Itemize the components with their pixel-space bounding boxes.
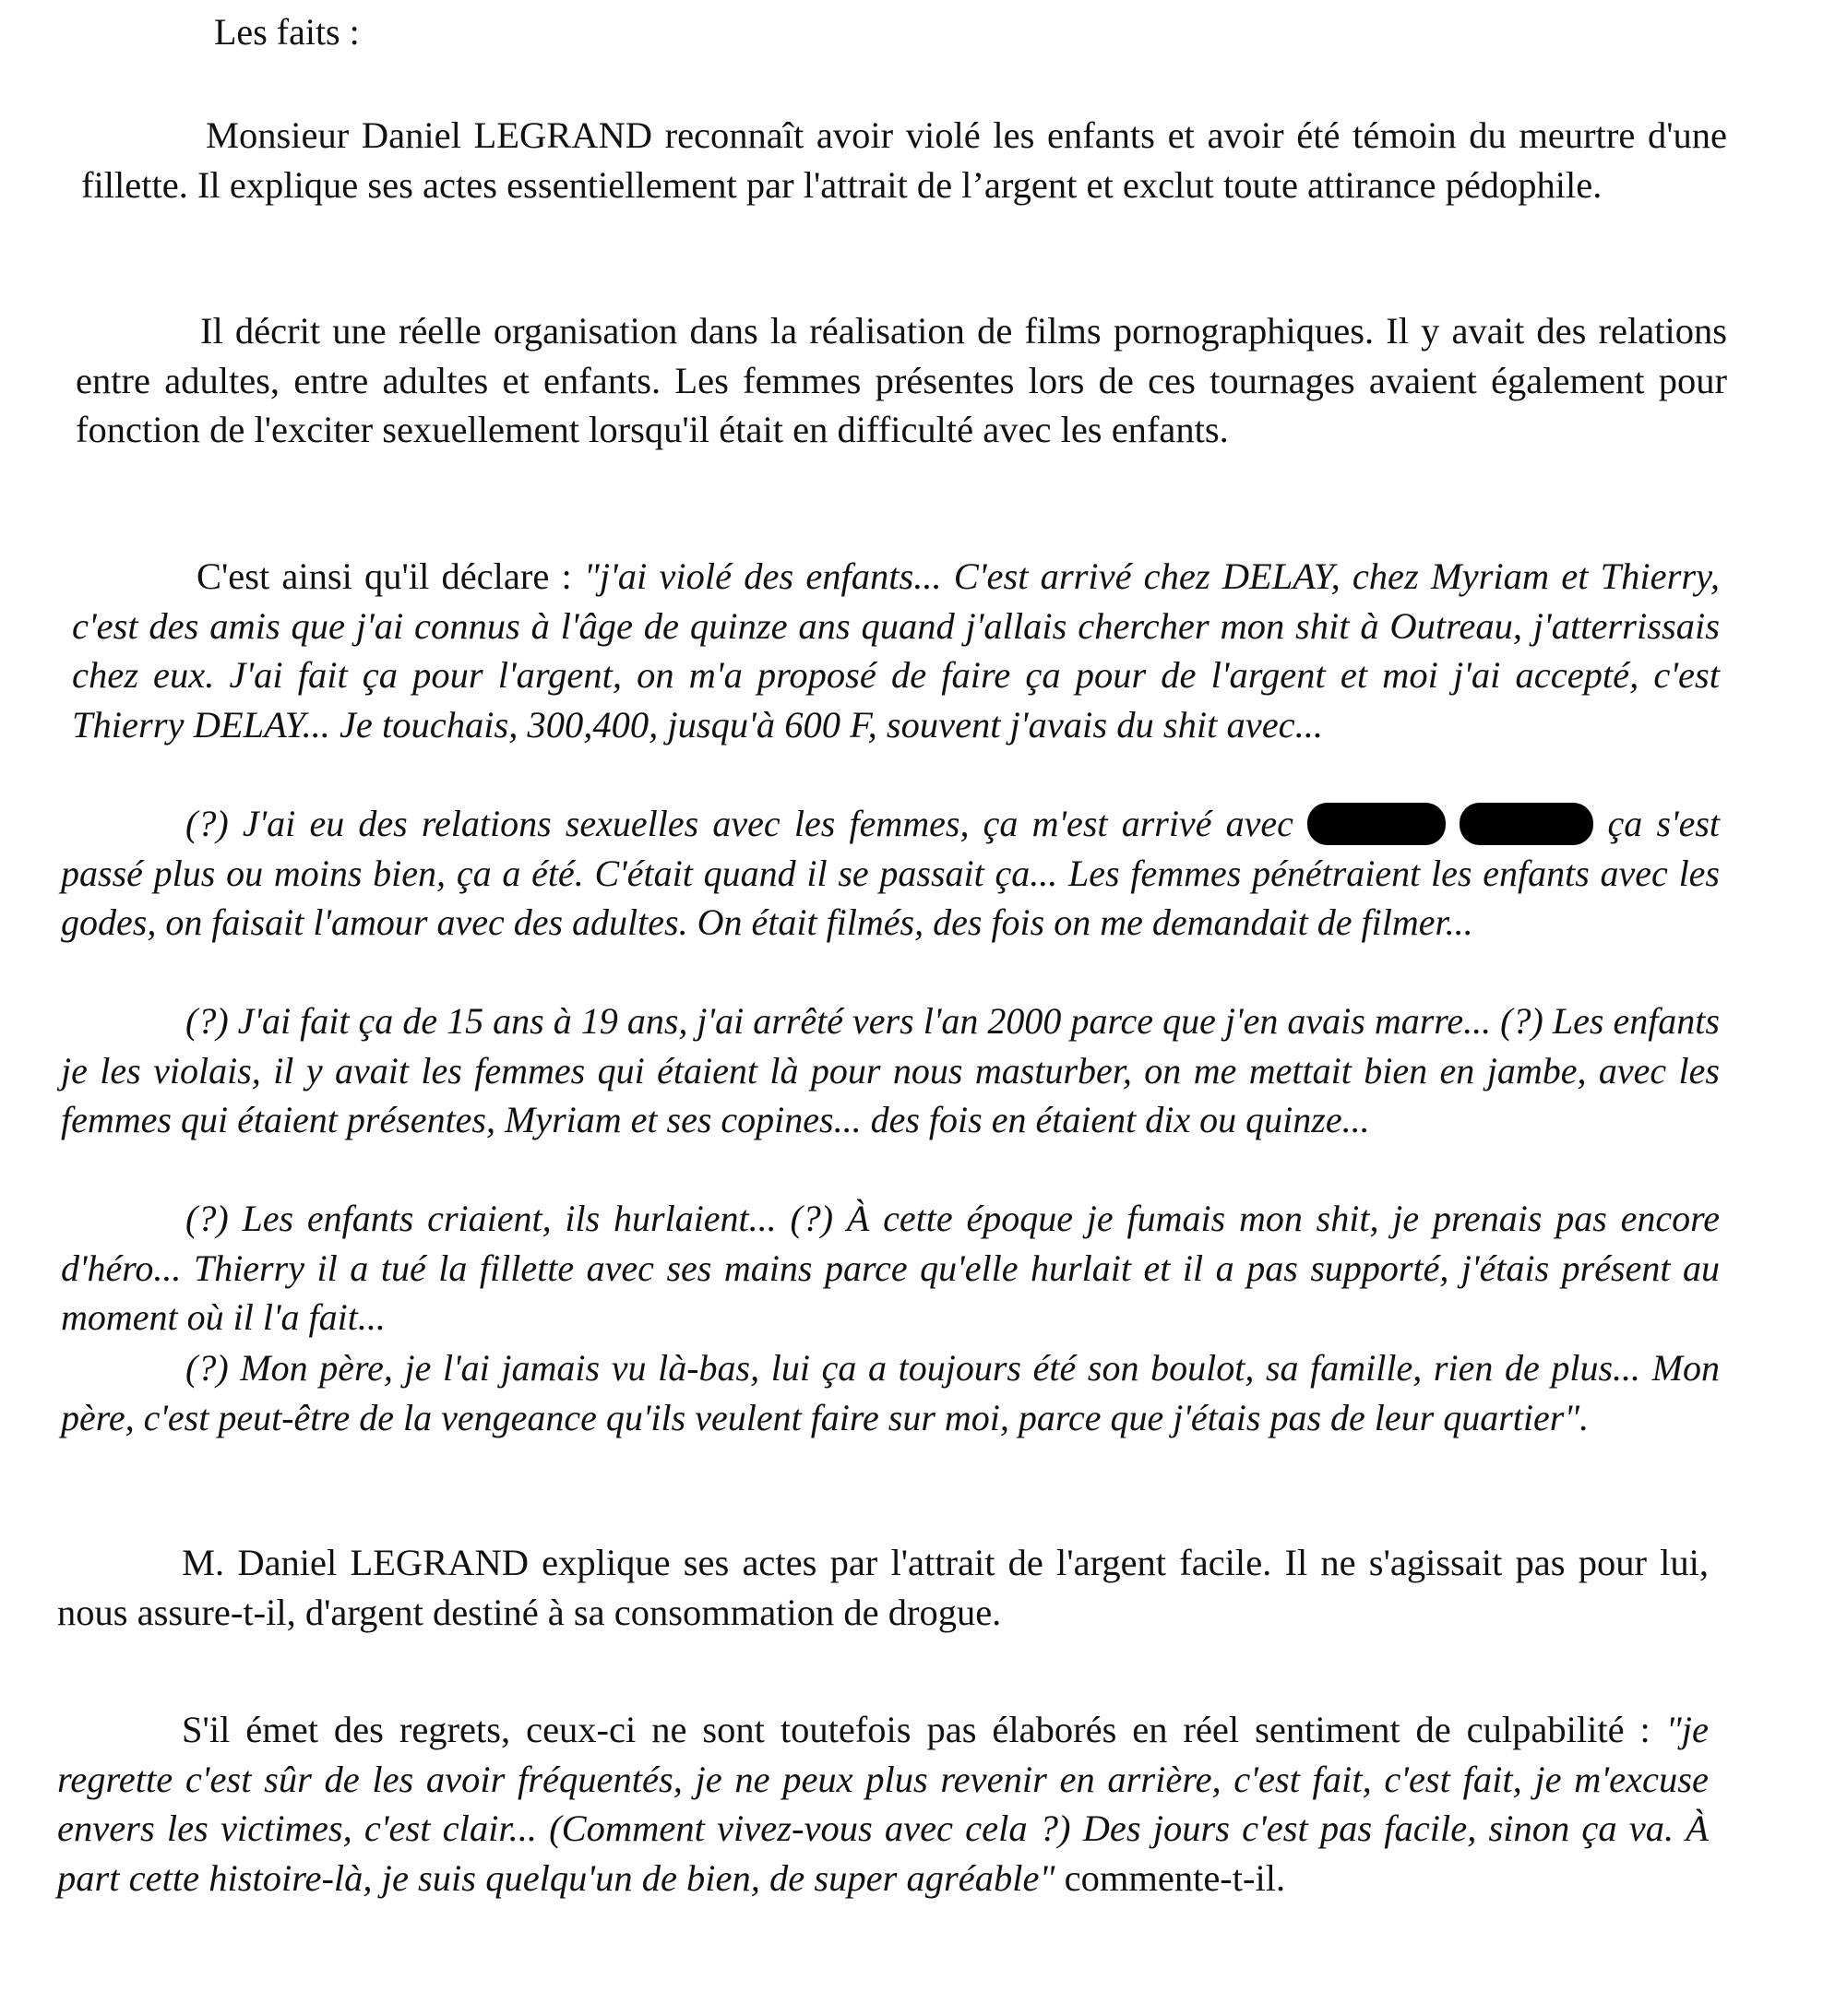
- paragraph-admission: Monsieur Daniel LEGRAND reconnaît avoir violé les enfants et avoir été témoin du meurtre d'une fillette. Il explique ses actes essentiellement par l'attrait de l’argent et exclut toute attirance pédophile.: [81, 114, 1727, 206]
- paragraph-regrets: [57, 1705, 1709, 1903]
- quote-block-children: (?) Les enfants criaient, ils hurlaient... (?) À cette époque je fumais mon shit, je prenais pas encore d'héro... Thierry il a tué la fillette avec ses mains parce qu'elle hurlait et il a pas supporté, j'étais présent au moment où il l'a fait...: [61, 1198, 1720, 1338]
- paragraph-motive: M. Daniel LEGRAND explique ses actes par l'attrait de l'argent facile. Il ne s'agissait pas pour lui, nous assure-t-il, d'argent destiné à sa consommation de drogue.: [57, 1542, 1709, 1633]
- regrets-quote: "je regrette c'est sûr de les avoir fréquentés, je ne peux plus revenir en arrière, c'est fait, c'est fait, je m'excuse envers les victimes, c'est clair... (Comment vivez-vous avec cela ?) Des jours c'est pas facile, sinon ça va. À part cette histoire-là, je suis quelqu'un de bien, de super agréable": [57, 1709, 1709, 1899]
- quote-relations-part-a: (?) J'ai eu des relations sexuelles avec les femmes, ça m'est arrivé avec: [185, 803, 1293, 844]
- quote-block-duration: (?) J'ai fait ça de 15 ans à 19 ans, j'ai arrêté vers l'an 2000 parce que j'en avais marre... (?) Les enfants je les violais, il y avait les femmes qui étaient là pour nous masturber, on me mettait bien en jambe, avec les femmes qui étaient présentes, Myriam et ses copines... des fois en étaient dix ou quinze...: [61, 1000, 1720, 1140]
- paragraph-organisation: Il décrit une réelle organisation dans la réalisation de films pornographiques. Il y avait des relations entre adultes, entre adultes et enfants. Les femmes présentes lors de ces tournages avaient également pour fonction de l'exciter sexuellement lorsqu'il était en difficulté avec les enfants.: [76, 310, 1727, 450]
- quote-relations-part-b: ça s'est passé plus ou moins bien, ça a été. C'était quand il se passait ça... Les femmes pénétraient les enfants avec les godes, on faisait l'amour avec des adultes. On était filmés, des fois on me demandait de filmer...: [61, 803, 1721, 943]
- redaction-mark: [1460, 803, 1593, 845]
- declaration-quote: "j'ai violé des enfants... C'est arrivé chez DELAY, chez Myriam et Thierry, c'est des amis que j'ai connus à l'âge de quinze ans quand j'allais chercher mon shit à Outreau, j'atterrissais chez eux. J'ai fait ça pour l'argent, on m'a proposé de faire ça pour de l'argent et moi j'ai accepté, c'est Thierry DELAY... Je touchais, 300,400, jusqu'à 600 F, souvent j'avais du shit avec...: [72, 555, 1720, 746]
- quote-block-father: (?) Mon père, je l'ai jamais vu là-bas, lui ça a toujours été son boulot, sa famille, rien de plus... Mon père, c'est peut-être de la vengeance qu'ils veulent faire sur moi, parce que j'étais pas de leur quartier".: [61, 1347, 1720, 1438]
- section-heading: Les faits :: [214, 11, 360, 53]
- quote-block-relations: [61, 799, 1720, 948]
- regrets-ending: commente-t-il.: [1055, 1856, 1286, 1899]
- redaction-mark: [1307, 803, 1446, 845]
- regrets-intro: S'il émet des regrets, ceux-ci ne sont toutefois pas élaborés en réel sentiment de culpabilité :: [182, 1709, 1666, 1750]
- declaration-intro: C'est ainsi qu'il déclare :: [197, 555, 584, 597]
- paragraph-declaration: [72, 552, 1720, 749]
